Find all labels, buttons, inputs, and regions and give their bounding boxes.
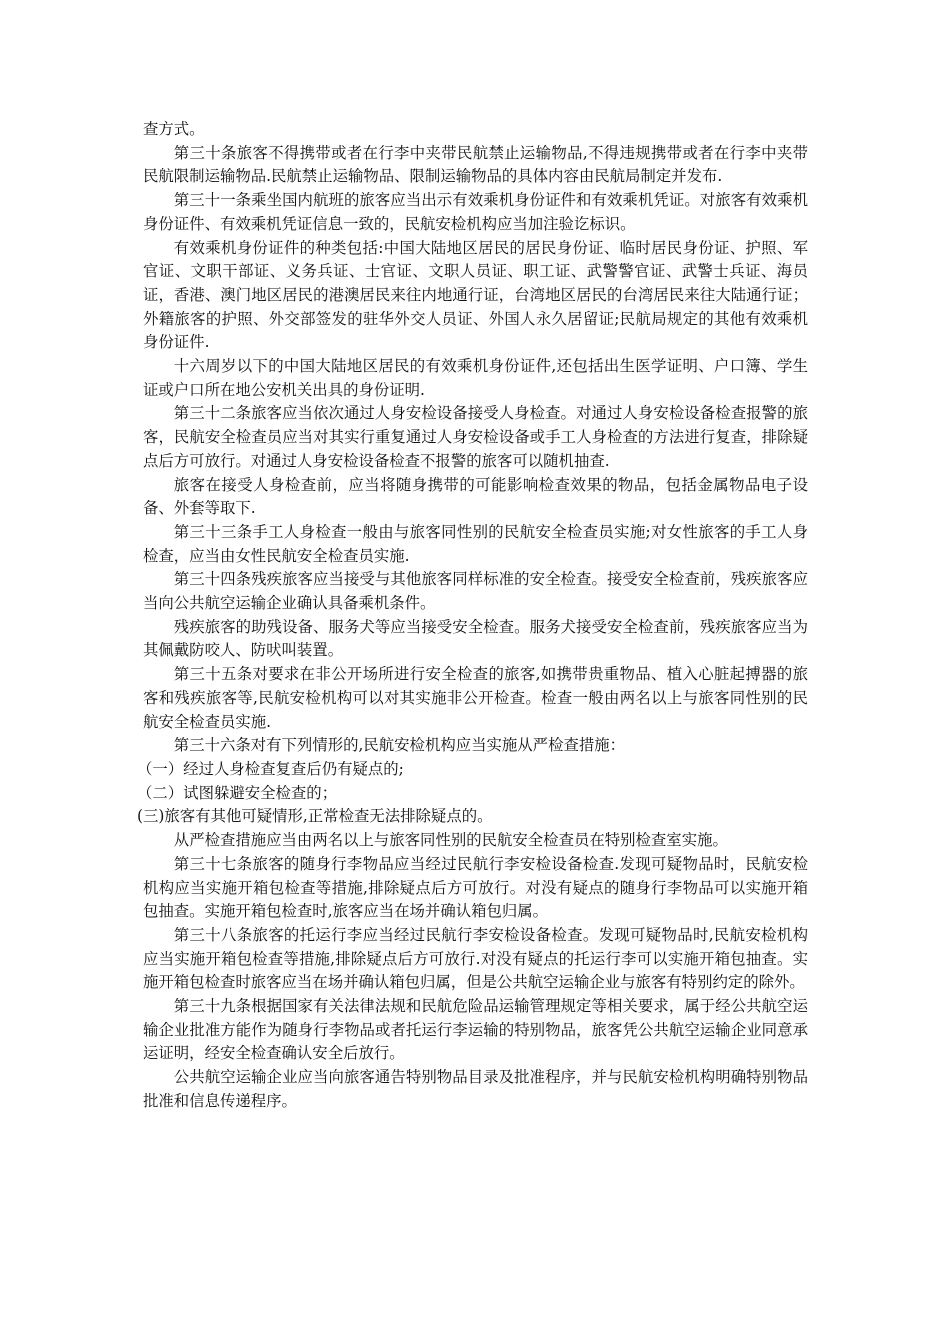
article-34: 第三十四条残疾旅客应当接受与其他旅客同样标准的安全检查。接受安全检查前，残疾旅客应当向公共航空运输企业确认具备乘机条件。 [143,570,808,613]
disabled-equipment: 残疾旅客的助残设备、服务犬等应当接受安全检查。服务犬接受安全检查前，残疾旅客应当为其佩戴防咬人、防吠叫装置。 [143,617,808,660]
article-30: 第三十条旅客不得携带或者在行李中夹带民航禁止运输物品,不得违规携带或者在行李中夹带民航限制运输物品.民航禁止运输物品、限制运输物品的具体内容由民航局制定并发布. [143,143,808,186]
list-item-2: （二）试图躲避安全检查的； [137,783,338,802]
list-item-1: （一）经过人身检查复查后仍有疑点的; [137,759,404,778]
article-32: 第三十二条旅客应当依次通过人身安检设备接受人身检查。对通过人身安检设备检查报警的旅客，民航安全检查员应当对其实行重复通过人身安检设备或手工人身检查的方法进行复查，排除疑点后方可放行。对通过人身安检设备检查不报警的旅客可以随机抽查. [143,404,808,470]
paragraph-continuation: 查方式。 [143,120,205,138]
article-33: 第三十三条手工人身检查一般由与旅客同性别的民航安全检查员实施;对女性旅客的手工人身检查，应当由女性民航安全检查员实施. [143,522,808,565]
article-35: 第三十五条对要求在非公开场所进行安全检查的旅客,如携带贵重物品、植入心脏起搏器的旅客和残疾旅客等,民航安检机构可以对其实施非公开检查。检查一般由两名以上与旅客同性别的民航安全检查员实施. [143,665,808,731]
list-item-3: (三)旅客有其他可疑情形,正常检查无法排除疑点的。 [137,807,493,826]
strict-check-room: 从严检查措施应当由两名以上与旅客同性别的民航安全检查员在特别检查室实施。 [173,831,728,850]
article-31: 第三十一条乘坐国内航班的旅客应当出示有效乘机身份证件和有效乘机凭证。对旅客有效乘机身份证件、有效乘机凭证信息一致的，民航安检机构应当加注验讫标识。 [143,191,808,233]
minor-id-documents: 十六周岁以下的中国大陆地区居民的有效乘机身份证件,还包括出生医学证明、户口簿、学生证或户口所在地公安机关出具的身份证明. [143,357,808,399]
article-36: 第三十六条对有下列情形的,民航安检机构应当实施从严检查措施： [173,736,626,755]
id-document-types: 有效乘机身份证件的种类包括:中国大陆地区居民的居民身份证、临时居民身份证、护照、军官证、文职干部证、义务兵证、士官证、文职人员证、职工证、武警警官证、武警士兵证、海员证，香港、澳门地区居民的港澳居民来往内地通行证，台湾地区居民的台湾居民来往大陆通行证；外籍旅客的护照、外交部签发的驻华外交人员证、外国人永久居留证;民航局规定的其他有效乘机身份证件. [143,238,808,352]
article-39: 第三十九条根据国家有关法律法规和民航危险品运输管理规定等相关要求，属于经公共航空运输企业批准方能作为随身行李物品或者托运行李运输的特别物品，旅客凭公共航空运输企业同意承运证明，经安全检查确认安全后放行。 [143,997,808,1063]
article-38: 第三十八条旅客的托运行李应当经过民航行李安检设备检查。发现可疑物品时,民航安检机构应当实施开箱包检查等措施,排除疑点后方可放行.对没有疑点的托运行李可以实施开箱包抽查。实施开箱包检查时旅客应当在场并确认箱包归属，但是公共航空运输企业与旅客有特别约定的除外。 [143,925,808,992]
document-body [137,118,808,1114]
pre-check-items: 旅客在接受人身检查前，应当将随身携带的可能影响检查效果的物品，包括金属物品电子设备、外套等取下. [143,475,808,518]
special-items-procedure: 公共航空运输企业应当向旅客通告特别物品目录及批准程序，并与民航安检机构明确特别物品批准和信息传递程序。 [143,1068,808,1110]
article-37: 第三十七条旅客的随身行李物品应当经过民航行李安检设备检查.发现可疑物品时，民航安检机构应当实施开箱包检查等措施,排除疑点后方可放行。对没有疑点的随身行李物品可以实施开箱包抽查。实施开箱包检查时,旅客应当在场并确认箱包归属。 [143,854,808,921]
